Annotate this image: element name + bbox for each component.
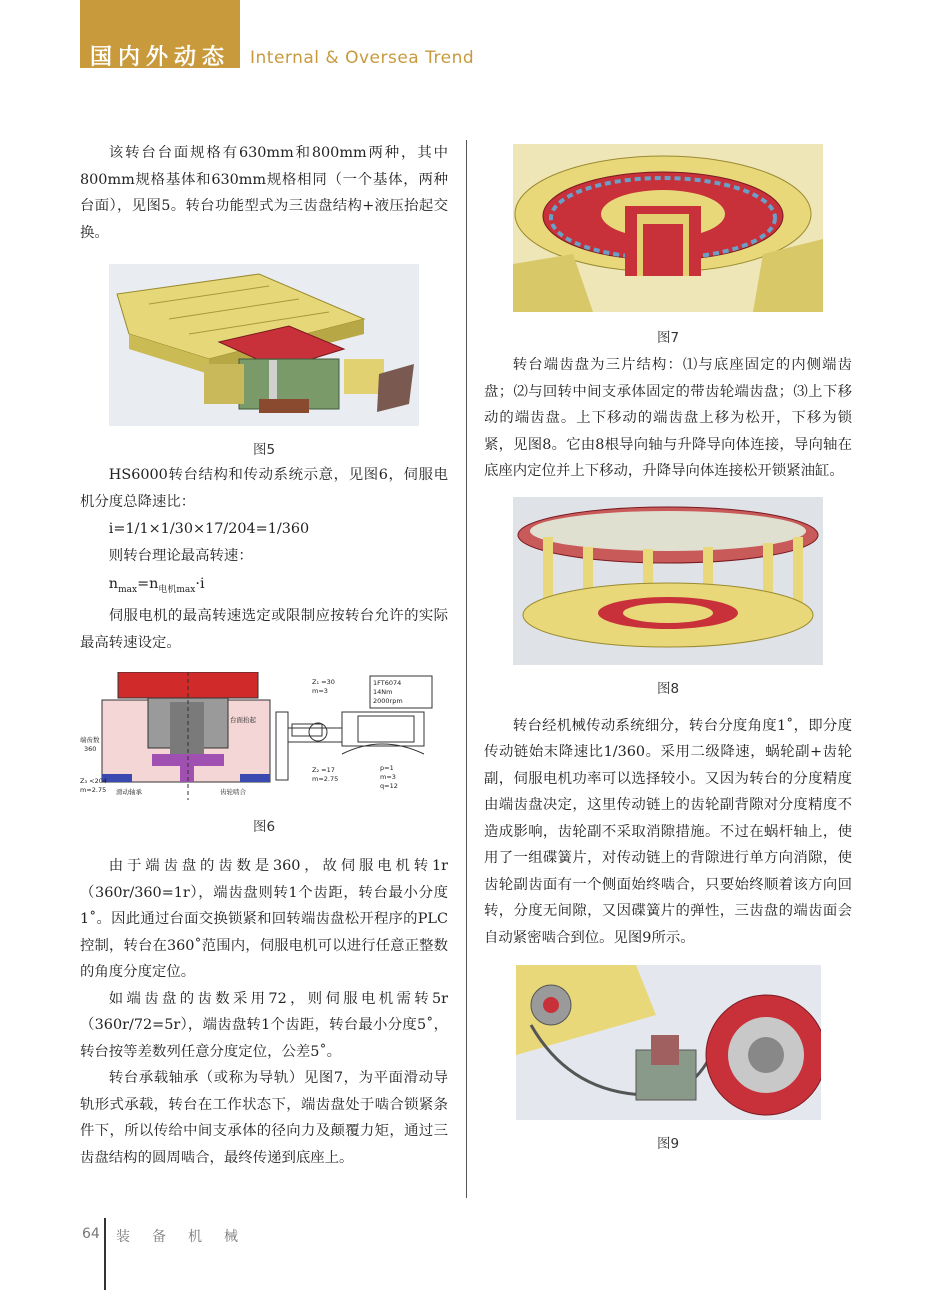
tooth-label: 端齿数	[80, 736, 100, 745]
figure-6-caption: 图6	[252, 819, 276, 836]
p-label: p=1	[380, 764, 394, 773]
paragraph: 转台端齿盘为三片结构：⑴与底座固定的内侧端齿盘；⑵与回转中间支承体固定的带齿轮端齿盘；⑶上下移动的端齿盘。上下移动的端齿盘上移为松开，下移为锁紧，见图8。它由8根导向轴与升降导向体连接，导向轴在底座内定位并上下移动，升降导向体连接松开锁紧油缸。	[484, 357, 852, 479]
column-divider	[466, 140, 467, 1198]
magazine-name: 装备机械	[116, 1229, 260, 1245]
formula-ratio: i=1/1×1/30×17/204=1/360	[108, 521, 310, 537]
paragraph: HS6000转台结构和传动系统示意，见图6，伺服电机分度总降速比：	[80, 467, 448, 510]
paragraph: 转台承载轴承（或称为导轨）见图7，为平面滑动导轨形式承载，转台在工作状态下，端齿盘处于啮合锁紧条件下，所以传给中间支承体的径向力及颠覆力矩，通过三齿盘结构的圆周啮合，最终传递到底座上。	[80, 1070, 448, 1166]
paragraph: 伺服电机的最高转速选定或限制应按转台允许的实际最高转速设定。	[80, 608, 448, 651]
paragraph: 由于端齿盘的齿数是360，故伺服电机转1r（360r/360=1r），端齿盘则转1个齿距，转台最小分度1˚。因此通过台面交换锁紧和回转端齿盘松开程序的PLC控制，转台在360˚范围内，伺服电机可以进行任意正整数的角度分度定位。	[80, 858, 448, 981]
figure-5-caption: 图5	[252, 442, 276, 458]
m4-label: m=3	[380, 773, 396, 782]
m2-label: m=2.75	[312, 775, 339, 784]
figure-9-image	[516, 965, 821, 1120]
gear-mesh-label: 齿轮啮合	[220, 788, 246, 797]
page-number: 64	[82, 1226, 100, 1242]
slide-bearing-label: 滑动轴承	[116, 788, 142, 797]
motor-model-label: 1FT6074	[373, 679, 402, 688]
motor-torque-label: 14Nm	[373, 688, 393, 697]
paragraph: 转台经机械传动系统细分，转台分度角度1˚，即分度传动链始末降速比1/360。采用二级降速，蜗轮副+齿轮副，伺服电机功率可以选择较小。又因为转台的分度精度由端齿盘决定，这里传动链上的齿轮副背隙对分度精度不造成影响，齿轮副不采取消隙措施。不过在蜗杆轴上，使用了一组碟簧片，对传动链上的背隙进行单方向消隙，使齿轮副齿面有一个侧面始终啮合，只要始终顺着该方向回转，分度无间隙，又因碟簧片的弹性，三齿盘的端齿面会自动紧密啮合到位。见图9所示。	[484, 717, 852, 946]
figure-6-diagram	[80, 672, 448, 807]
formula-speed: $n_{max}=n_{电机max}\cdot i$	[108, 575, 205, 595]
paragraph: 如端齿盘的齿数采用72，则伺服电机需转5r（360r/72=5r），端齿盘转1个齿距，转台最小分度5˚，转台按等差数列任意分度定位，公差5˚。	[80, 990, 448, 1060]
right-column	[484, 140, 852, 1152]
left-column	[80, 140, 448, 1171]
m1-label: m=3	[312, 687, 328, 696]
tooth-count-label: 360	[84, 745, 97, 754]
z1-label: Z₁ =30	[312, 678, 335, 687]
figure-8-image	[513, 497, 823, 665]
z2-label: Z₂ =17	[312, 766, 335, 775]
q-label: q=12	[380, 782, 398, 791]
figure-5-image	[109, 264, 419, 426]
footer-divider	[104, 1218, 106, 1290]
paragraph: 该转台台面规格有630mm和800mm两种，其中800mm规格基体和630mm规格相同（一个基体，两种台面），见图5。转台功能型式为三齿盘结构+液压抬起交换。	[80, 145, 448, 241]
motor-speed-label: 2000rpm	[373, 697, 403, 706]
figure-9-caption: 图9	[656, 1136, 680, 1152]
section-title-en: Internal & Oversea Trend	[250, 48, 475, 68]
section-title-cn: 国内外动态	[90, 45, 231, 70]
z3-label: Z₃ <204	[80, 777, 107, 786]
paragraph: 则转台理论最高转速：	[108, 548, 253, 564]
m3-label: m=2.75	[80, 786, 107, 795]
figure-7-caption: 图7	[656, 330, 680, 346]
figure-7-image	[513, 144, 823, 312]
figure-8-caption: 图8	[656, 680, 680, 697]
lift-label: 台面抬起	[230, 716, 256, 725]
section-header-tab	[80, 0, 240, 68]
